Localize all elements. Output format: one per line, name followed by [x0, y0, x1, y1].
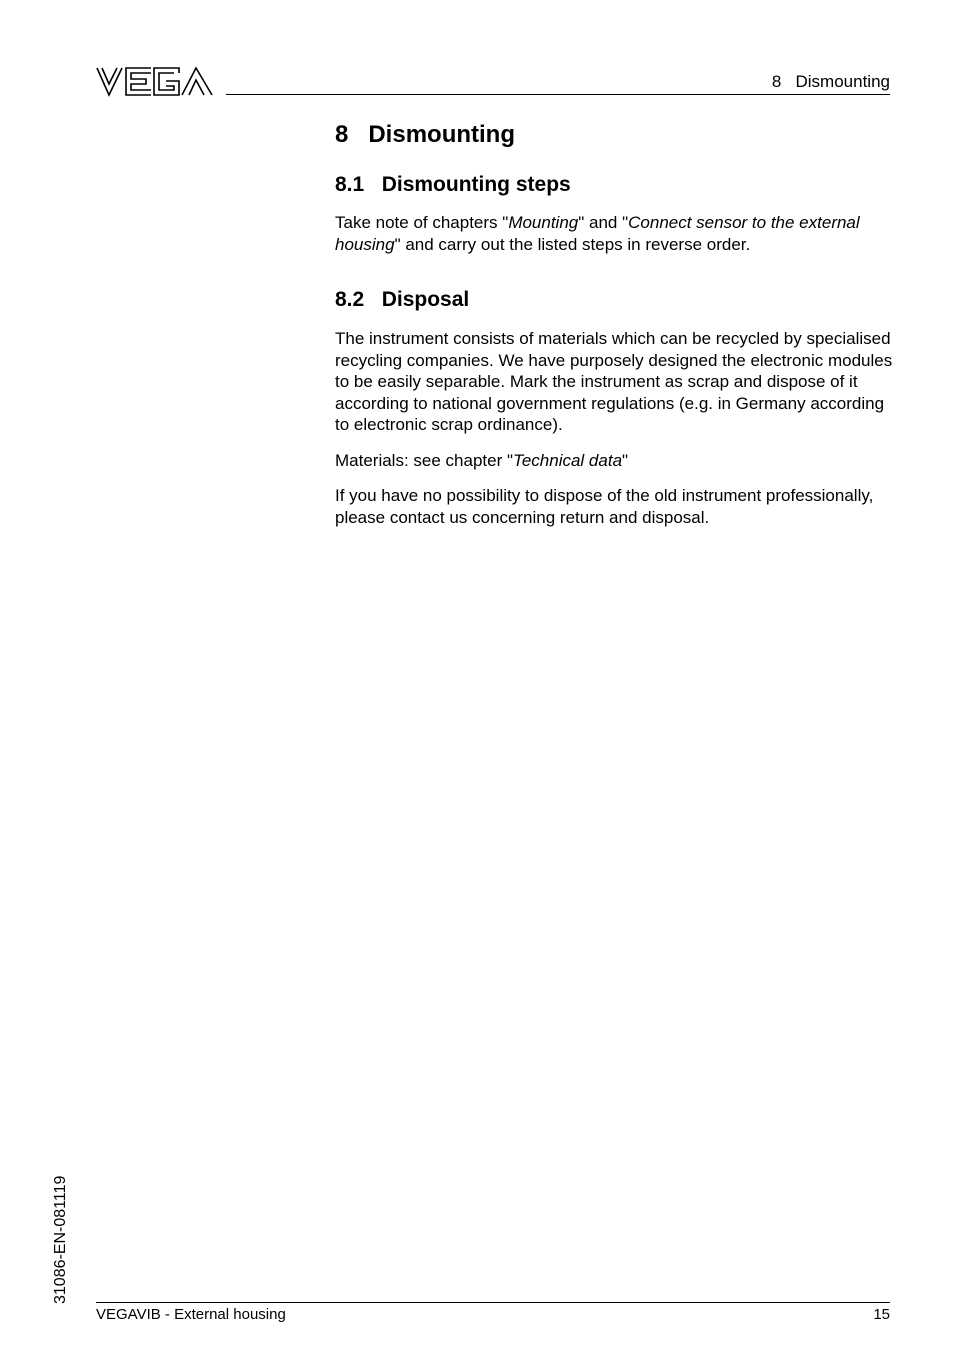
connect-sensor-reference: Connect sensor to the external housing: [335, 213, 860, 254]
running-header: 8 Dismounting: [771, 72, 890, 91]
page-number: 15: [873, 1306, 890, 1323]
footer-title: VEGAVIB - External housing: [96, 1306, 286, 1323]
document-code: 31086-EN-081119: [52, 1175, 69, 1304]
dismounting-steps-paragraph: Take note of chapters "Mounting" and "Connect sensor to the external housing" and carry out the listed steps in reverse order.: [335, 213, 860, 254]
technical-data-reference: Technical data: [513, 451, 623, 470]
footer-rule: [96, 1302, 890, 1303]
chapter-heading: 8 Dismounting: [335, 121, 515, 148]
section-heading-dismounting-steps: 8.1 Dismounting steps: [335, 173, 571, 196]
mounting-reference: Mounting: [508, 213, 579, 232]
materials-paragraph: Materials: see chapter "Technical data": [335, 451, 629, 470]
header-rule: [226, 94, 890, 95]
section-heading-disposal: 8.2 Disposal: [335, 288, 470, 311]
disposal-paragraph: The instrument consists of materials which can be recycled by specialised recycling companies. We have purposely designed the electronic modules to be easily separable. Mark the instrument as scrap and dispose of it according to national government regulations (e.g. in Germany according to electronic scrap ordinance).: [335, 329, 893, 435]
vega-logo: [96, 66, 213, 97]
return-paragraph: If you have no possibility to dispose of the old instrument professionally, please contact us concerning return and disposal.: [335, 486, 874, 527]
